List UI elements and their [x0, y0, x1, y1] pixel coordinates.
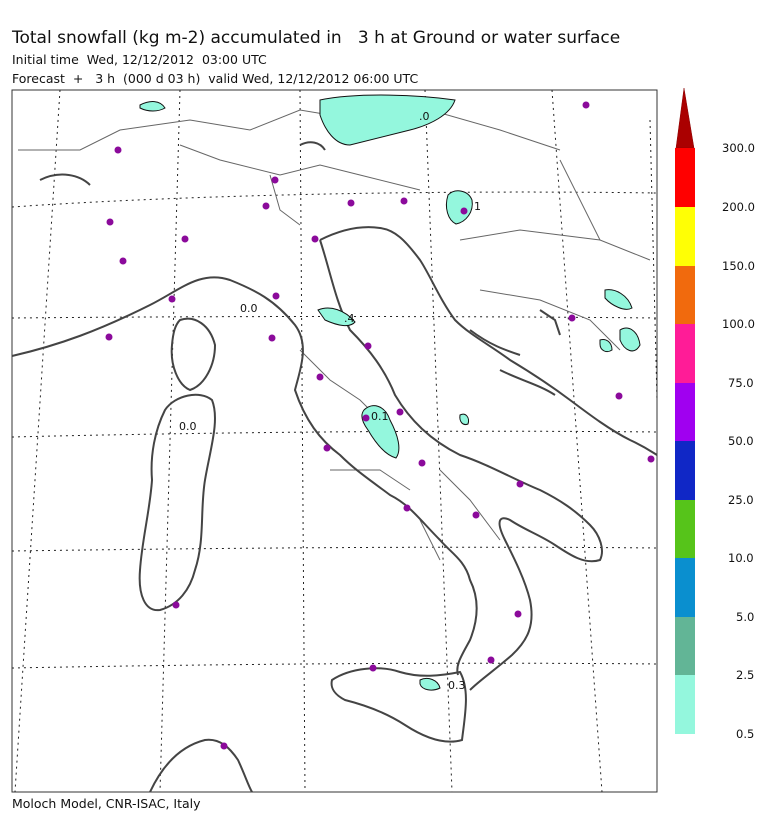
- station-dot: [648, 456, 655, 463]
- colorbar-top-arrow: [676, 88, 694, 148]
- colorbar-tick-label: 100.0: [722, 317, 755, 331]
- station-dot: [182, 236, 189, 243]
- station-dot: [269, 335, 276, 342]
- colorbar-tick-label: 25.0: [728, 493, 754, 507]
- station-dot: [616, 393, 623, 400]
- colorbar-tick-label: 2.5: [736, 668, 755, 682]
- station-dot: [461, 208, 468, 215]
- colorbar-tick-label: 75.0: [728, 376, 754, 390]
- station-dot: [583, 102, 590, 109]
- colorbar-band: [675, 266, 695, 324]
- forecast-validity: Forecast + 3 h (000 d 03 h) valid Wed, 12/12/2012 06:00 UTC: [12, 71, 419, 86]
- station-dot: [106, 334, 113, 341]
- station-dot: [370, 665, 377, 672]
- colorbar: [675, 88, 755, 741]
- station-dot: [120, 258, 127, 265]
- station-dot: [169, 296, 176, 303]
- map-title: Total snowfall (kg m-2) accumulated in 3 h at Ground or water surface: [12, 28, 621, 48]
- value-label: 0.0: [179, 420, 197, 433]
- colorbar-tick-label: 50.0: [728, 434, 754, 448]
- colorbar-band: [675, 675, 695, 734]
- station-dot: [173, 602, 180, 609]
- value-label: 0.3: [448, 679, 466, 692]
- colorbar-band: [675, 207, 695, 266]
- station-dot: [272, 177, 279, 184]
- station-dot: [324, 445, 331, 452]
- station-dot: [317, 374, 324, 381]
- station-dot: [401, 198, 408, 205]
- colorbar-band: [675, 558, 695, 617]
- colorbar-tick-label: 0.5: [736, 727, 755, 741]
- station-dot: [488, 657, 495, 664]
- station-dot: [473, 512, 480, 519]
- colorbar-tick-label: 200.0: [722, 200, 755, 214]
- colorbar-band: [675, 383, 695, 441]
- colorbar-band: [675, 324, 695, 383]
- station-dot: [115, 147, 122, 154]
- value-label: 0.0: [240, 302, 258, 315]
- station-dot: [312, 236, 319, 243]
- colorbar-band: [675, 500, 695, 558]
- colorbar-tick-label: 10.0: [728, 551, 754, 565]
- station-dot: [404, 505, 411, 512]
- station-dot: [569, 315, 576, 322]
- station-dot: [273, 293, 280, 300]
- colorbar-tick-label: 5.0: [736, 610, 755, 624]
- value-label: 1: [474, 200, 481, 213]
- station-dot: [517, 481, 524, 488]
- initial-time: Initial time Wed, 12/12/2012 03:00 UTC: [12, 52, 267, 67]
- model-credit: Moloch Model, CNR-ISAC, Italy: [12, 796, 201, 811]
- station-dot: [263, 203, 270, 210]
- station-dot: [348, 200, 355, 207]
- station-dot: [107, 219, 114, 226]
- value-label: .4: [344, 312, 355, 325]
- station-dot: [397, 409, 404, 416]
- colorbar-band: [675, 617, 695, 675]
- value-label: .0: [419, 110, 430, 123]
- map-area: [12, 90, 657, 792]
- colorbar-tick-label: 300.0: [722, 141, 755, 155]
- station-dot: [515, 611, 522, 618]
- colorbar-band: [675, 148, 695, 207]
- map-frame: [12, 90, 657, 792]
- station-dot: [363, 415, 370, 422]
- station-dot: [365, 343, 372, 350]
- station-dot: [221, 743, 228, 750]
- colorbar-band: [675, 441, 695, 500]
- station-dot: [419, 460, 426, 467]
- value-label: 0.1: [371, 410, 389, 423]
- colorbar-tick-label: 150.0: [722, 259, 755, 273]
